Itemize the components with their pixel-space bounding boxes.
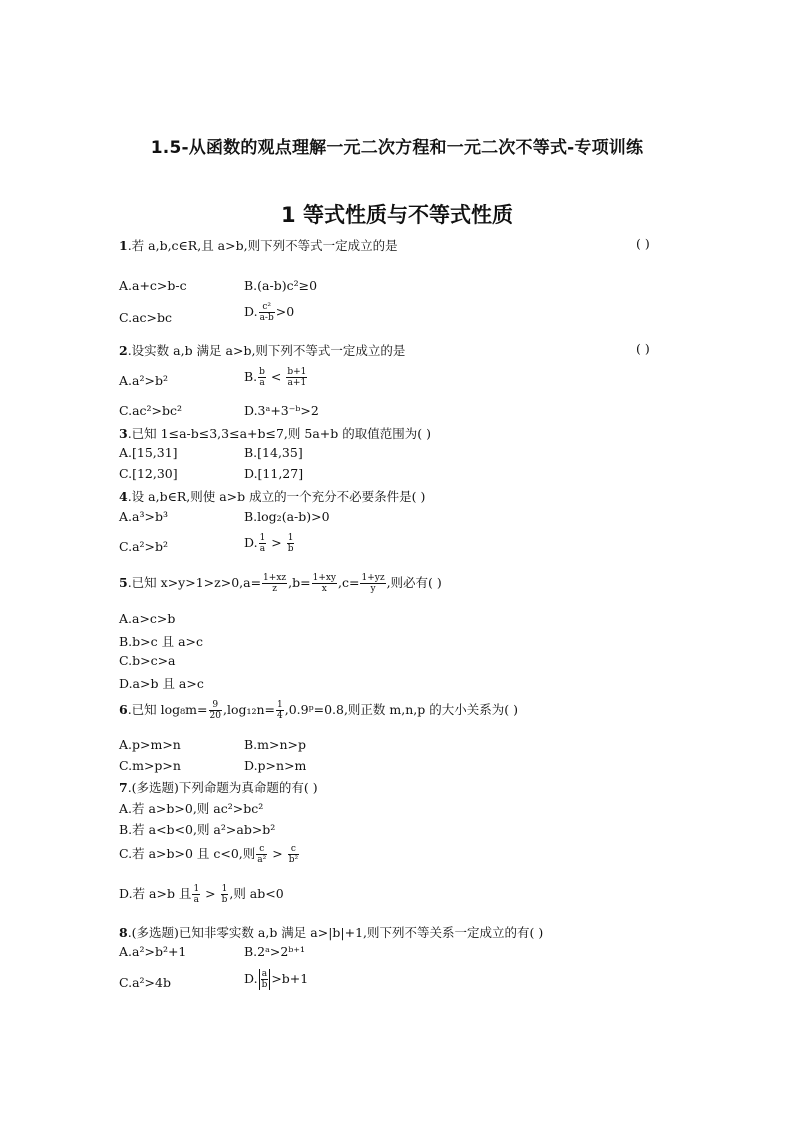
question-number: 3 bbox=[119, 426, 128, 441]
absolute-fraction: $\frac{a}{b}$ bbox=[259, 969, 271, 990]
question-5-option-a: A.a>c>b bbox=[119, 611, 176, 626]
question-number: 2 bbox=[119, 343, 128, 358]
question-3-option-d: D.[11,27] bbox=[244, 466, 304, 481]
fraction: $\frac{\text{c²}}{a-b}$ bbox=[259, 302, 274, 323]
question-8-option-c: C.a²>4b bbox=[119, 975, 171, 990]
fraction: $\frac{1}{b}$ bbox=[221, 884, 228, 905]
fraction: $\frac{c}{\text{a²}}$ bbox=[257, 844, 267, 865]
question-1-option-d: D. $\frac{\text{c²}}{a-b}$ >0 bbox=[244, 302, 295, 323]
question-1-option-c: C.ac>bc bbox=[119, 310, 173, 325]
question-number: 6 bbox=[119, 702, 128, 717]
fraction: $\frac{1}{a}$ bbox=[259, 533, 266, 554]
answer-paren: ( ) bbox=[636, 236, 650, 251]
fraction: $\frac{9}{20}$ bbox=[209, 700, 221, 721]
question-3-stem: 3.已知 1≤a-b≤3,3≤a+b≤7,则 5a+b 的取值范围为( ) bbox=[119, 426, 431, 441]
question-number: 1 bbox=[119, 238, 128, 253]
question-1-stem: 1.若 a,b,c∈R,且 a>b,则下列不等式一定成立的是 bbox=[119, 238, 398, 253]
question-6-option-d: D.p>n>m bbox=[244, 758, 307, 773]
question-2-option-d: D.3ᵃ+3⁻ᵇ>2 bbox=[244, 403, 319, 418]
fraction: $\frac{1}{a}$ bbox=[193, 884, 200, 905]
question-6-option-b: B.m>n>p bbox=[244, 737, 307, 752]
question-1-option-a: A.a+c>b-c bbox=[119, 278, 187, 293]
question-3-option-c: C.[12,30] bbox=[119, 466, 178, 481]
question-7-stem: 7.(多选题)下列命题为真命题的有( ) bbox=[119, 780, 318, 795]
question-4-option-d: D. $\frac{1}{a}$ > $\frac{1}{b}$ bbox=[244, 533, 294, 554]
question-7-option-a: A.若 a>b>0,则 ac²>bc² bbox=[119, 801, 264, 816]
question-2-option-b: B. $\frac{b}{a}$ < $\frac{b+1}{a+1}$ bbox=[244, 367, 307, 388]
question-3-option-a: A.[15,31] bbox=[119, 445, 178, 460]
question-4-option-a: A.a³>b³ bbox=[119, 509, 168, 524]
question-2-stem: 2.设实数 a,b 满足 a>b,则下列不等式一定成立的是 bbox=[119, 343, 406, 358]
question-1-option-b: B.(a-b)c²≥0 bbox=[244, 278, 318, 293]
fraction: $\frac{1+xy}{x}$ bbox=[312, 573, 337, 594]
question-4-stem: 4.设 a,b∈R,则使 a>b 成立的一个充分不必要条件是( ) bbox=[119, 489, 426, 504]
question-8-stem: 8.(多选题)已知非零实数 a,b 满足 a>|b|+1,则下列不等关系一定成立的有( ) bbox=[119, 925, 544, 940]
question-4-option-b: B.log₂(a-b)>0 bbox=[244, 509, 330, 524]
question-7-option-c: C.若 a>b>0 且 c<0,则 $\frac{c}{\text{a²}}$ > $\frac{c}{\text{b²}}$ bbox=[119, 844, 299, 865]
question-number: 4 bbox=[119, 489, 128, 504]
question-3-option-b: B.[14,35] bbox=[244, 445, 303, 460]
question-5-option-b: B.b>c 且 a>c bbox=[119, 634, 204, 649]
question-7-option-b: B.若 a<b<0,则 a²>ab>b² bbox=[119, 822, 276, 837]
question-5-option-c: C.b>c>a bbox=[119, 653, 176, 668]
document-title: 1.5-从函数的观点理解一元二次方程和一元二次不等式-专项训练 bbox=[150, 138, 644, 158]
question-2-option-c: C.ac²>bc² bbox=[119, 403, 183, 418]
fraction: $\frac{b+1}{a+1}$ bbox=[287, 367, 307, 388]
question-5-option-d: D.a>b 且 a>c bbox=[119, 676, 204, 691]
question-number: 8 bbox=[119, 925, 128, 940]
answer-paren: ( ) bbox=[636, 341, 650, 356]
question-4-option-c: C.a²>b² bbox=[119, 539, 169, 554]
fraction: $\frac{1+yz}{y}$ bbox=[361, 573, 385, 594]
fraction: $\frac{c}{\text{b²}}$ bbox=[288, 844, 299, 865]
question-6-option-c: C.m>p>n bbox=[119, 758, 181, 773]
question-7-option-d: D.若 a>b 且 $\frac{1}{a}$ > $\frac{1}{b}$ ,则 ab<0 bbox=[119, 884, 284, 905]
question-2-option-a: A.a²>b² bbox=[119, 373, 168, 388]
fraction: $\frac{1}{b}$ bbox=[287, 533, 294, 554]
question-5-stem: 5.已知 x>y>1>z>0,a= $\frac{1+xz}{z}$ ,b= $\frac{1+xy}{x}$ ,c= $\frac{1+yz}{y}$ ,则必有( ) bbox=[119, 573, 442, 594]
fraction: $\frac{b}{a}$ bbox=[259, 367, 265, 388]
question-number: 5 bbox=[119, 575, 128, 590]
question-8-option-a: A.a²>b²+1 bbox=[119, 944, 187, 959]
fraction: $\frac{1}{4}$ bbox=[277, 700, 283, 721]
question-8-option-b: B.2ᵃ>2ᵇ⁺¹ bbox=[244, 944, 305, 959]
fraction: $\frac{1+xz}{z}$ bbox=[263, 573, 287, 594]
section-title: 1 等式性质与不等式性质 bbox=[281, 203, 513, 227]
question-6-option-a: A.p>m>n bbox=[119, 737, 181, 752]
question-6-stem: 6.已知 log₈m= $\frac{9}{20}$ ,log₁₂n= $\frac{1}{4}$ ,0.9ᵖ=0.8,则正数 m,n,p 的大小关系为( ) bbox=[119, 700, 518, 721]
question-number: 7 bbox=[119, 780, 128, 795]
question-8-option-d: D. $\frac{a}{b}$ >b+1 bbox=[244, 969, 309, 990]
